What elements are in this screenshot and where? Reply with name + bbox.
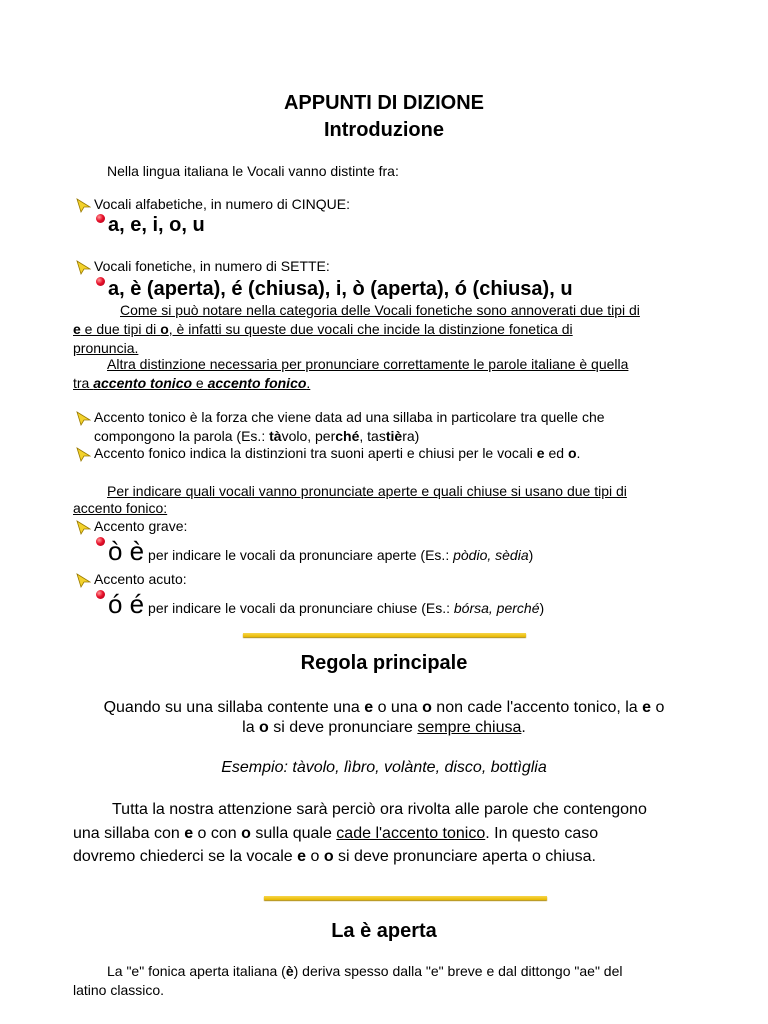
arrow-bullet-icon xyxy=(76,198,91,213)
arrow-bullet-icon xyxy=(76,260,91,275)
para1-line1: Come si può notare nella categoria delle Vocali fonetiche sono annoverati due tipi di xyxy=(120,302,640,318)
para2-line1: Altra distinzione necessaria per pronunciare correttamente le parole italiane è quella xyxy=(107,356,629,372)
intro-lead: Nella lingua italiana le Vocali vanno distinte fra: xyxy=(107,163,399,179)
rule-heading: Regola principale xyxy=(300,652,468,674)
accento-tonico-line1: Accento tonico è la forza che viene data ad una sillaba in particolare tra quelle che xyxy=(94,409,605,425)
page-title: APPUNTI DI DIZIONE xyxy=(283,92,484,114)
accento-acuto-label: Accento acuto: xyxy=(94,571,187,587)
red-dot-icon xyxy=(96,537,105,546)
para1-line2: e e due tipi di o, è infatti su queste due vocali che incide la distinzione fonetica di xyxy=(73,321,573,337)
accento-tonico-line2: compongono la parola (Es.: tàvolo, perché, tastièra) xyxy=(94,428,420,444)
accento-grave-label: Accento grave: xyxy=(94,518,188,534)
section-divider xyxy=(243,633,526,637)
para2-line2: tra accento tonico e accento fonico. xyxy=(73,375,311,391)
red-dot-icon xyxy=(96,590,105,599)
para1-line3: pronuncia. xyxy=(73,340,139,356)
arrow-bullet-icon xyxy=(76,411,91,426)
arrow-bullet-icon xyxy=(76,447,91,462)
para3-line2: accento fonico: xyxy=(73,500,168,516)
para3-line1: Per indicare quali vocali vanno pronunciate aperte e quali chiuse si usano due tipi di xyxy=(107,483,627,499)
alpha-vowels-label: Vocali alfabetiche, in numero di CINQUE: xyxy=(94,196,351,212)
red-dot-icon xyxy=(96,214,105,223)
arrow-bullet-icon xyxy=(76,573,91,588)
accento-acuto-row: ó é per indicare le vocali da pronunciare chiuse (Es.: bórsa, perché) xyxy=(108,589,545,619)
phon-vowels-label: Vocali fonetiche, in numero di SETTE: xyxy=(94,258,330,274)
phon-vowels-list: a, è (aperta), é (chiusa), i, ò (aperta), ó (chiusa), u xyxy=(108,278,573,300)
red-dot-icon xyxy=(96,277,105,286)
rule-line1: Quando su una sillaba contente una e o una o non cade l'accento tonico, la e o xyxy=(103,699,665,716)
attention-line3: dovremo chiederci se la vocale e o o si deve pronunciare aperta o chiusa. xyxy=(73,848,596,865)
attention-line2: una sillaba con e o con o sulla quale cade l'accento tonico. In questo caso xyxy=(73,825,599,842)
rule-line2: la o si deve pronunciare sempre chiusa. xyxy=(242,719,526,736)
attention-line1: Tutta la nostra attenzione sarà perciò ora rivolta alle parole che contengono xyxy=(112,801,647,818)
section-divider xyxy=(264,896,547,900)
rule-example: Esempio: tàvolo, lìbro, volànte, disco, bottìglia xyxy=(221,759,547,776)
alpha-vowels-list: a, e, i, o, u xyxy=(108,214,205,236)
accento-fonico-line: Accento fonico indica la distinzioni tra suoni aperti e chiusi per le vocali e ed o. xyxy=(94,445,581,461)
page-subtitle: Introduzione xyxy=(324,119,444,141)
open-e-line1: La "e" fonica aperta italiana (è) deriva spesso dalla "e" breve e dal dittongo "ae" del xyxy=(107,963,623,979)
open-e-heading: La è aperta xyxy=(331,920,437,942)
open-e-line2: latino classico. xyxy=(73,982,165,998)
accento-grave-row: ò è per indicare le vocali da pronunciare aperte (Es.: pòdio, sèdia) xyxy=(108,536,534,566)
arrow-bullet-icon xyxy=(76,520,91,535)
